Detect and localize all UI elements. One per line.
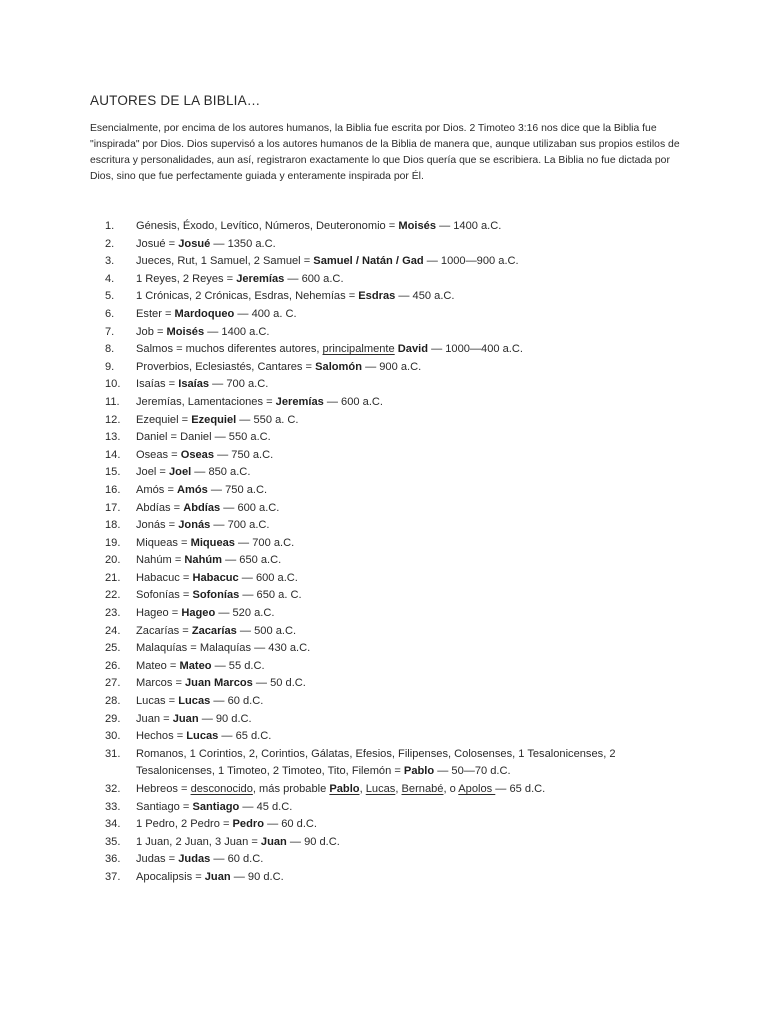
list-item [105,816,665,834]
list-item-text [136,605,665,623]
text-segment: Hageo = [136,607,182,620]
list-item-text [136,693,665,711]
list-item-text [136,587,665,605]
text-segment: Daniel = Daniel — 550 a.C. [136,431,271,444]
text-segment: — 50—70 d.C. [434,765,511,778]
author-name: Jeremías [236,272,285,285]
text-segment: Sofonías = [136,589,193,602]
text-segment: — 750 a.C. [207,483,268,496]
text-segment: — 550 a. C. [236,413,299,426]
list-item [105,253,665,271]
list-item-number: 18. [105,519,121,532]
text-segment: Ester = [136,307,175,320]
author-name: Ezequiel [191,413,237,426]
text-segment: — 700 a.C. [234,536,295,549]
list-item-number: 14. [105,448,121,461]
list-item [105,711,665,729]
list-item-number: 32. [105,783,121,795]
text-segment: Juan = [136,712,173,725]
list-item [105,394,665,412]
author-name: Jeremías [275,395,324,408]
list-item [105,341,665,359]
list-item-number: 10. [105,378,121,391]
list-item-number: 13. [105,431,121,444]
list-item-text [136,658,665,676]
author-name: Isaías [178,378,210,391]
list-item-text [136,288,665,306]
underlined-link[interactable]: Bernabé [401,783,444,795]
text-segment: — 600 a.C. [284,272,344,285]
list-item-text [136,517,665,535]
author-name: Judas [178,853,211,866]
author-name: Moisés [166,325,205,338]
list-item-number: 2. [105,237,115,250]
text-segment: — 450 a.C. [395,290,455,303]
list-item [105,851,665,869]
list-item [105,500,665,518]
text-segment: , [359,783,366,795]
text-segment: — 520 a.C. [215,607,275,620]
text-segment: — 90 d.C. [198,712,252,725]
text-segment: — 700 a.C. [210,519,270,532]
list-item-number: 34. [105,818,121,831]
text-segment: Génesis, Éxodo, Levítico, Números, Deuteronomio = [136,220,399,232]
list-item [105,693,665,711]
text-segment: Marcos = [136,677,186,690]
text-segment: — 1000—400 a.C. [428,343,523,356]
list-item-number: 16. [105,483,121,496]
text-segment: Salmos = muchos diferentes autores, [136,343,323,356]
list-item-text [136,253,665,271]
text-segment: — 600 a.C. [220,501,280,514]
author-name: Zacarías [191,624,237,637]
text-segment: Josué = [136,237,179,250]
authors-list [105,218,665,887]
author-name: Juan [172,712,199,725]
text-segment: Jueces, Rut, 1 Samuel, 2 Samuel = [136,255,314,268]
text-segment: Ezequiel = [136,413,192,426]
list-item [105,517,665,535]
list-item-text [136,781,665,799]
text-segment: — 900 a.C. [361,360,422,373]
text-segment: Apocalipsis = [136,870,205,883]
list-item-text [136,306,665,324]
text-segment: — 850 a.C. [191,466,251,479]
list-item [105,236,665,254]
list-item [105,412,665,430]
list-item-text [136,675,665,693]
author-name: Amós [177,483,208,496]
list-item [105,869,665,887]
author-name: Joel [169,466,192,479]
text-segment: — 500 a.C. [236,624,297,637]
text-segment: Hebreos = [136,783,191,795]
list-item [105,429,665,447]
list-item-number: 27. [105,677,121,690]
author-name: Mardoqueo [174,307,235,320]
list-item-number: 25. [105,642,121,655]
author-name: Abdías [183,501,221,514]
text-segment: Nahúm = [136,554,185,567]
text-segment: Santiago = [136,800,193,813]
list-item [105,552,665,570]
text-segment: Romanos, 1 Corintios, 2, Corintios, Gálatas, Efesios, Filipenses, Colosenses, 1 Tesalonicenses, 2 Tesalonicenses, 1 Timoteo, 2 Timoteo, Tito, Filemón = [136,747,616,778]
list-item-text [136,869,665,887]
list-item-number: 22. [105,589,121,602]
text-segment: Zacarías = [136,624,192,637]
list-item-text [136,552,665,570]
list-item-text [136,623,665,641]
list-item-text [136,429,665,447]
text-segment: Lucas = [136,695,179,708]
text-segment: — 60 d.C. [263,818,318,831]
list-item-text [136,394,665,412]
list-item-text [136,816,665,834]
underlined-link[interactable]: Apolos [458,783,496,795]
list-item [105,447,665,465]
list-item-number: 17. [105,501,121,514]
list-item-number: 15. [105,466,121,479]
list-item [105,746,665,781]
text-segment: — 90 d.C. [286,835,340,848]
text-segment: Abdías = [136,501,184,514]
list-item-number: 37. [105,870,121,883]
list-item-text [136,271,665,289]
list-item-text [136,482,665,500]
emphasis: Pablo [329,783,360,795]
list-item [105,324,665,342]
author-name: Moisés [398,220,436,232]
list-item-number: 28. [105,695,121,708]
underlined-link[interactable] [329,783,359,795]
text-segment: — 60 d.C. [210,853,264,866]
list-item [105,306,665,324]
list-item-text [136,570,665,588]
list-item-number: 35. [105,835,121,848]
underlined-link[interactable]: principalmente [322,343,395,356]
list-item [105,623,665,641]
list-item-number: 21. [105,571,121,584]
list-item-text [136,324,665,342]
list-item-text [136,236,665,254]
text-segment: — 650 a.C. [222,554,282,567]
list-item [105,728,665,746]
text-segment: 1 Pedro, 2 Pedro = [136,818,233,831]
list-item [105,288,665,306]
list-item [105,218,665,236]
list-item-text [136,535,665,553]
list-item [105,658,665,676]
author-name: Jonás [178,519,211,532]
text-segment: , o [443,783,459,795]
list-item [105,675,665,693]
list-item-number: 23. [105,607,121,620]
list-item-text [136,447,665,465]
list-item-number: 4. [105,272,115,285]
list-item [105,570,665,588]
list-item-number: 31. [105,747,121,760]
list-item-text [136,218,665,236]
list-item [105,359,665,377]
list-item [105,535,665,553]
list-item-number: 24. [105,624,121,637]
text-segment: , más probable [252,783,330,795]
text-segment: 1 Juan, 2 Juan, 3 Juan = [136,835,261,848]
list-item-text [136,711,665,729]
list-item [105,640,665,658]
author-name: Mateo [179,659,212,672]
list-item-text [136,799,665,817]
text-segment: 1 Crónicas, 2 Crónicas, Esdras, Nehemías = [136,290,359,303]
list-item-number: 1. [105,220,115,232]
list-item-text [136,746,665,781]
text-segment: — 65 d.C. [218,730,272,743]
text-segment: — 600 a.C. [323,395,383,408]
text-segment: — 50 d.C. [252,677,306,690]
author-name: Lucas [186,730,219,743]
text-segment: — 55 d.C. [211,659,265,672]
list-item [105,781,665,799]
author-name: Pablo [403,765,435,778]
text-segment: — 65 d.C. [495,783,546,795]
text-segment: — 90 d.C. [230,870,284,883]
underlined-link[interactable]: Lucas [365,783,396,795]
text-segment: — 750 a.C. [214,448,274,461]
list-item-number: 20. [105,554,121,567]
list-item-number: 11. [105,395,120,408]
list-item-text [136,851,665,869]
list-item [105,834,665,852]
list-item-number: 6. [105,307,115,320]
text-segment: , [395,783,402,795]
list-item [105,799,665,817]
text-segment: Job = [136,325,167,338]
author-name: Miqueas [190,536,235,549]
text-segment: 1 Reyes, 2 Reyes = [136,272,237,285]
text-segment: Isaías = [136,378,179,391]
list-item-text [136,500,665,518]
author-name: Habacuc [192,571,239,584]
list-item-text [136,464,665,482]
text-segment: — 650 a. C. [239,589,302,602]
text-segment: — 1350 a.C. [210,237,276,250]
underlined-link[interactable]: desconocido [190,783,253,795]
list-item [105,605,665,623]
author-name: Sofonías [192,589,240,602]
author-name: Lucas [178,695,211,708]
text-segment: — 1400 a.C. [435,220,502,232]
author-name: Nahúm [184,554,223,567]
intro-paragraph: Esencialmente, por encima de los autores humanos, la Biblia fue escrita por Dios. 2 Timoteo 3:16 nos dice que la Biblia fue "inspirada" por Dios. Dios supervisó a los autores humanos de la Biblia de manera que, aunque utilizaban sus propios estilos de escritura y personalidades, aun así, registraron exactamente lo que Dios quería que se escribiera. La Biblia no fue dictada por Dios, sino que fue perfectamente guiada y enteramente inspirada por Él. [90,123,680,182]
list-item-number: 36. [105,853,121,866]
author-name: Juan Marcos [185,677,253,690]
text-segment: Joel = [136,466,169,479]
text-segment: Oseas = [136,448,181,461]
list-item-text [136,376,665,394]
text-segment: — 600 a.C. [238,571,298,584]
text-segment: Mateo = [136,659,180,672]
list-item-text [136,834,665,852]
text-segment: Judas = [136,853,179,866]
text-segment: Habacuc = [136,571,193,584]
author-name: Juan [260,835,287,848]
author-name: Pedro [232,818,264,831]
text-segment: — 1000—900 a.C. [423,255,519,268]
list-item-number: 30. [105,730,121,743]
author-name: Esdras [358,290,396,303]
text-segment: — 45 d.C. [239,800,293,813]
author-name: Oseas [180,448,215,461]
list-item-number: 9. [105,360,115,373]
list-item-number: 19. [105,536,121,549]
author-name: Samuel / Natán / Gad [313,255,424,268]
text-segment: Hechos = [136,730,187,743]
author-name: Salomón [315,360,362,373]
list-item-text [136,359,665,377]
author-name: Santiago [192,800,240,813]
list-item-number: 3. [105,255,115,268]
page-title: AUTORES DE LA BIBLIA… [90,93,261,108]
list-item-number: 8. [105,343,115,356]
text-segment: Amós = [136,483,178,496]
list-item-number: 5. [105,290,115,303]
text-segment: — 400 a. C. [234,307,297,320]
text-segment: — 60 d.C. [210,695,264,708]
text-segment: Jeremías, Lamentaciones = [136,395,276,408]
text-segment: Malaquías = Malaquías — 430 a.C. [136,642,311,655]
text-segment: Proverbios, Eclesiastés, Cantares = [136,360,316,373]
list-item-text [136,341,665,359]
list-item [105,482,665,500]
author-name: Juan [204,870,231,883]
text-segment: — 1400 a.C. [204,325,270,338]
text-segment: Miqueas = [136,536,191,549]
list-item-text [136,412,665,430]
list-item-number: 7. [105,325,115,338]
author-name: David [397,343,428,356]
text-segment: Jonás = [136,519,179,532]
list-item [105,376,665,394]
list-item-number: 26. [105,659,121,672]
author-name: Josué [178,237,211,250]
list-item [105,587,665,605]
list-item-number: 29. [105,712,121,725]
list-item [105,464,665,482]
list-item-text [136,640,665,658]
text-segment: — 700 a.C. [209,378,269,391]
list-item [105,271,665,289]
author-name: Hageo [181,607,216,620]
list-item-number: 33. [105,800,121,813]
list-item-number: 12. [105,413,121,426]
list-item-text [136,728,665,746]
